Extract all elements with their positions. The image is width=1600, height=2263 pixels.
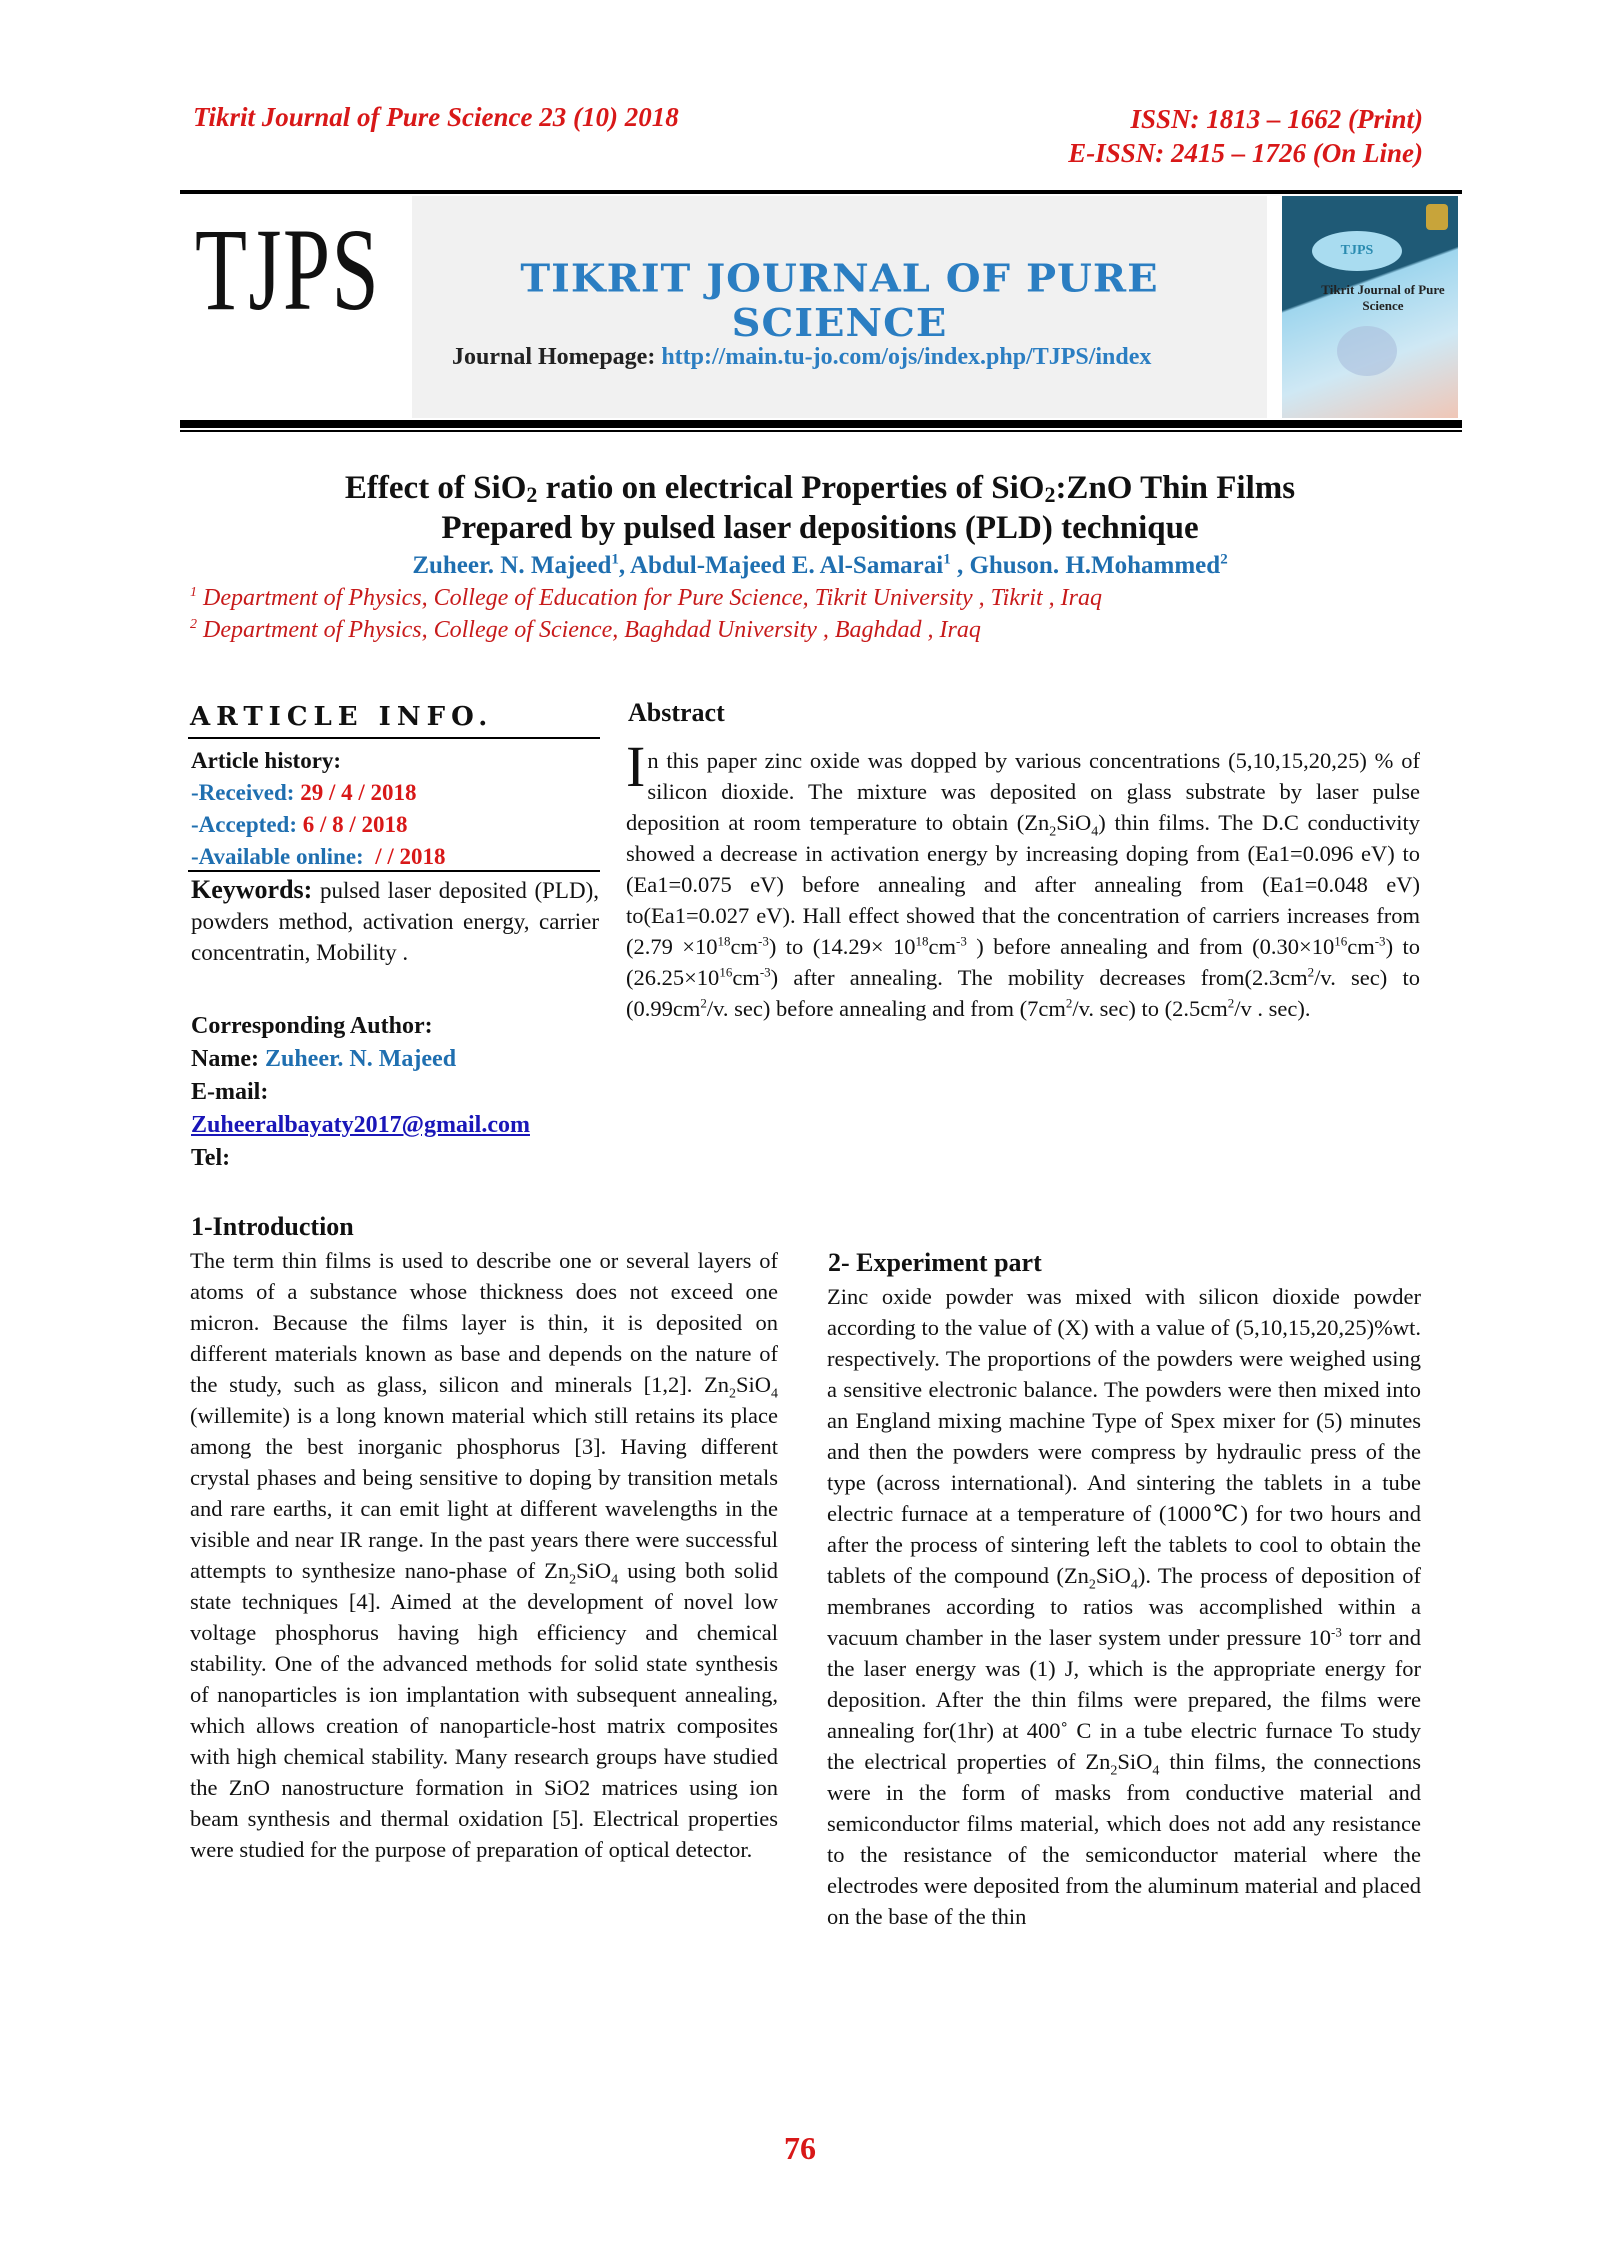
received-row: -Received: 29 / 4 / 2018 [191,780,417,805]
banner-panel [412,196,1267,418]
title-line-2: Prepared by pulsed laser depositions (PLD) technique [441,510,1199,546]
page-number: 76 [784,2130,816,2166]
email-label: E-mail: [191,1079,269,1105]
corresponding-author [191,1010,530,1175]
keywords [191,874,599,968]
history-label: Article history: [191,748,342,773]
cover-badge: TJPS [1312,231,1402,271]
running-header-issn [1068,102,1423,170]
issn-online: E-ISSN: 2415 – 1726 (On Line) [1068,138,1423,168]
article-history [191,745,446,873]
experiment-text: Zinc oxide powder was mixed with silicon dioxide powder according to the value of (X) with a value of (5,10,15,20,25)%wt. respectively. The proportions of the powders were weighed using a sensitive electronic balance. The powders were then mixed into an England mixing machine Type of Spex mixer for (5) minutes and then the powders were compress by hydraulic press of the type (across international). And sintering the tablets in a tube electric furnace at a temperature of (1000℃) for two hours and after the process of sintering left the tablets to cool to obtain the tablets of the compound $(Zn_2SiO_4)$. The process of deposition of membranes according to ratios was accomplished within a vacuum chamber in the laser system under pressure $10^{-3}$ torr and the laser energy was (1) J, which is the appropriate energy for deposition. After the thin films were prepared, the films were annealing for(1hr) at 400˚ C in a tube electric furnace To study the electrical properties of $Zn_2SiO_4$ thin films, the connections were in the form of masks from conductive material and semiconductor films material, which does not add any resistance to the resistance of the semiconductor material where the electrodes were deposited from the aluminum material and placed on the base of the thin [827,1284,1421,1929]
homepage-link[interactable]: http://main.tu-jo.com/ojs/index.php/TJPS/index [661,344,1152,370]
section-heading-experiment: 2- Experiment part [828,1248,1042,1277]
introduction-text: The term thin films is used to describe one or several layers of atoms of a substance whose thickness does not exceed one micron. Because the films layer is thin, it is deposited on different materials known as base and depends on the nature of the study, such as glass, silicon and minerals [1,2]. $Zn_2SiO_4$ (willemite) is a long known material which still retains its place among the best inorganic phosphorus [3]. Having different crystal phases and being sensitive to doping by transition metals and rare earths, it can emit light at different wavelengths in the visible and near IR range. In the past years there were successful attempts to synthesize nano-phase of $Zn_2SiO_4$ using both solid state techniques [4]. Aimed at the development of novel low voltage phosphorus having high efficiency and chemical stability. One of the advanced methods for solid state synthesis of nanoparticles is ion implantation with subsequent annealing, which allows creation of nanoparticle-host matrix composites with high chemical stability. Many research groups have studied the ZnO nanostructure formation in SiO2 matrices using ion beam synthesis and thermal oxidation [5]. Electrical properties were studied for the purpose of preparation of optical detector. [190,1248,778,1862]
keywords-text: pulsed laser deposited (PLD), powders method, activation energy, carrier concentratin, Mobility . [191,878,600,965]
tjps-logo: TJPS [195,204,381,335]
issn-print: ISSN: 1813 – 1662 (Print) [1130,104,1423,134]
homepage-label: Journal Homepage: [452,344,656,370]
abstract-heading: Abstract [628,698,725,727]
university-emblem-icon [1426,204,1448,230]
title-line-1: Effect of SiO$_2$ ratio on electrical Properties of SiO$_2$:ZnO Thin Films [344,470,1296,507]
corr-label: Corresponding Author: [191,1013,433,1039]
banner-bottom-rule [180,420,1462,428]
author: Abdul-Majeed E. Al-Samarai [630,552,944,579]
author: Zuheer. N. Majeed [412,552,612,579]
author-list: Zuheer. N. Majeed$^1$, Abdul-Majeed E. Al-Samarai$^1$ , Ghuson. H.Mohammed$^2$ [412,551,1228,579]
running-header-journal: Tikrit Journal of Pure Science 23 (10) 2018 [193,102,679,132]
divider [188,737,600,739]
section-heading-introduction: 1-Introduction [191,1212,354,1241]
online-row: -Available online: / / 2018 [191,844,446,869]
tel-label: Tel: [191,1145,231,1171]
journal-cover-image [1282,196,1458,418]
journal-homepage [452,344,1151,371]
article-info-heading: ARTICLE INFO. [190,702,494,732]
author: Ghuson. H.Mohammed [969,552,1221,579]
keywords-label: Keywords: [191,875,313,904]
banner-top-rule [180,190,1462,194]
cover-seal-icon [1337,326,1397,376]
journal-name: TIKRIT JOURNAL OF PURE SCIENCE [520,256,1159,346]
affiliation: $^2$ Department of Physics, College of Science, Baghdad University , Baghdad , Iraq [190,617,981,643]
banner-bottom-rule-thin [180,430,1462,432]
drop-cap: I [626,734,646,799]
cover-footer [1292,390,1448,408]
divider [188,870,600,872]
accepted-row: -Accepted: 6 / 8 / 2018 [191,812,408,837]
corr-name-row: Name: Zuheer. N. Majeed [191,1046,457,1072]
abstract-text: In this paper zinc oxide was dopped by various concentrations (5,10,15,20,25) % of silicon dioxide. The mixture was deposited on glass substrate by laser pulse deposition at room temperature to obtain $(Zn_2SiO_4)$ thin films. The D.C conductivity showed a decrease in activation energy by increasing doping from (Ea1=0.096 eV) to (Ea1=0.075 eV) before annealing and after annealing from (Ea1=0.048 eV) to(Ea1=0.027 eV). Hall effect showed that the concentration of carriers increases from $(2.79 \times 10^{18}cm^{-3})$ to ($14.29\times 10^{18}cm^{-3}$ ) before annealing and from $(0.30\times 10^{16}cm^{-3})$ to $(26.25\times 10^{16}cm^{-3})$ after annealing. The mobility decreases $from(2.3cm^2/v$. sec) to ($0.99cm^2/v$. sec) before annealing and from ($7cm^2/v$. sec) to ($2.5cm^2/v$ . sec). [626,734,1421,1021]
article-title [180,468,1460,548]
email-link[interactable]: Zuheeralbayaty2017@gmail.com [191,1112,530,1138]
affiliation: $^1$ Department of Physics, College of Education for Pure Science, Tikrit University , Tikrit , Iraq [190,585,1102,611]
cover-title: Tikrit Journal of Pure Science [1321,282,1445,313]
